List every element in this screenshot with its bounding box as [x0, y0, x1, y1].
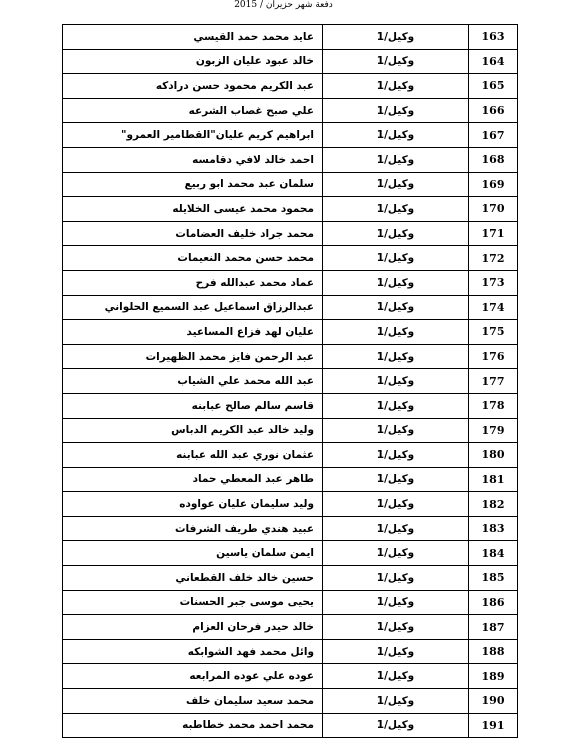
number-cell: 179	[469, 418, 518, 443]
name-cell: احمد خالد لافي دقامسه	[63, 147, 323, 172]
name-cell: قاسم سالم صالح عبابنه	[63, 393, 323, 418]
rank-cell: وكيل/1	[323, 172, 469, 197]
rank-cell: وكيل/1	[323, 443, 469, 468]
name-cell: سلمان عبد محمد ابو ربيع	[63, 172, 323, 197]
number-cell: 182	[469, 492, 518, 517]
number-cell: 173	[469, 270, 518, 295]
name-cell: عوده علي عوده المرابعه	[63, 664, 323, 689]
rank-cell: وكيل/1	[323, 492, 469, 517]
table-row	[63, 369, 518, 394]
number-cell: 178	[469, 393, 518, 418]
table-row	[63, 49, 518, 74]
name-cell: وائل محمد فهد الشوابكه	[63, 639, 323, 664]
name-cell: خالد حيدر فرحان العزام	[63, 615, 323, 640]
number-cell: 185	[469, 566, 518, 591]
table-row	[63, 74, 518, 99]
name-cell: علي صبح غصاب الشرعه	[63, 98, 323, 123]
table-row	[63, 270, 518, 295]
number-cell: 186	[469, 590, 518, 615]
table-row	[63, 689, 518, 714]
number-cell: 170	[469, 197, 518, 222]
number-cell: 172	[469, 246, 518, 271]
rank-cell: وكيل/1	[323, 197, 469, 222]
rank-cell: وكيل/1	[323, 123, 469, 148]
number-cell: 165	[469, 74, 518, 99]
number-cell: 167	[469, 123, 518, 148]
table-row	[63, 98, 518, 123]
name-cell: حسين خالد خلف القطعاني	[63, 566, 323, 591]
table-row	[63, 418, 518, 443]
number-cell: 164	[469, 49, 518, 74]
roster-table	[62, 24, 518, 738]
rank-cell: وكيل/1	[323, 664, 469, 689]
name-cell: عبد الرحمن فايز محمد الظهيرات	[63, 344, 323, 369]
name-cell: عبد الكريم محمود حسن درادكه	[63, 74, 323, 99]
rank-cell: وكيل/1	[323, 689, 469, 714]
rank-cell: وكيل/1	[323, 74, 469, 99]
rank-cell: وكيل/1	[323, 49, 469, 74]
name-cell: عثمان نوري عبد الله عبابنه	[63, 443, 323, 468]
rank-cell: وكيل/1	[323, 320, 469, 345]
name-cell: وليد سليمان عليان عواوده	[63, 492, 323, 517]
name-cell: يحيى موسى جبر الحسنات	[63, 590, 323, 615]
rank-cell: وكيل/1	[323, 221, 469, 246]
number-cell: 187	[469, 615, 518, 640]
table-row	[63, 467, 518, 492]
name-cell: ابراهيم كريم عليان"القطامير العمرو"	[63, 123, 323, 148]
number-cell: 177	[469, 369, 518, 394]
table-row	[63, 566, 518, 591]
name-cell: عماد محمد عبدالله فرح	[63, 270, 323, 295]
table-row	[63, 172, 518, 197]
rank-cell: وكيل/1	[323, 566, 469, 591]
table-row	[63, 197, 518, 222]
name-cell: محمد سعيد سليمان خلف	[63, 689, 323, 714]
table-row	[63, 541, 518, 566]
table-row	[63, 25, 518, 50]
rank-cell: وكيل/1	[323, 270, 469, 295]
number-cell: 180	[469, 443, 518, 468]
rank-cell: وكيل/1	[323, 467, 469, 492]
name-cell: عليان لهد فزاع المساعيد	[63, 320, 323, 345]
rank-cell: وكيل/1	[323, 147, 469, 172]
table-row	[63, 590, 518, 615]
table-row	[63, 147, 518, 172]
table-row	[63, 664, 518, 689]
table-row	[63, 123, 518, 148]
name-cell: ايمن سلمان ياسين	[63, 541, 323, 566]
rank-cell: وكيل/1	[323, 344, 469, 369]
number-cell: 166	[469, 98, 518, 123]
name-cell: عايد محمد حمد القيسي	[63, 25, 323, 50]
name-cell: طاهر عبد المعطي حماد	[63, 467, 323, 492]
name-cell: محمد حسن محمد النعيمات	[63, 246, 323, 271]
rank-cell: وكيل/1	[323, 541, 469, 566]
number-cell: 181	[469, 467, 518, 492]
table-row	[63, 393, 518, 418]
number-cell: 184	[469, 541, 518, 566]
number-cell: 176	[469, 344, 518, 369]
page-title: دفعة شهر حزيران / 2015	[234, 0, 333, 10]
rank-cell: وكيل/1	[323, 590, 469, 615]
number-cell: 189	[469, 664, 518, 689]
number-cell: 169	[469, 172, 518, 197]
name-cell: خالد عبود عليان الزبون	[63, 49, 323, 74]
number-cell: 183	[469, 516, 518, 541]
name-cell: محمد احمد محمد خطاطبه	[63, 713, 323, 738]
name-cell: محمد جراد خليف العضامات	[63, 221, 323, 246]
table-row	[63, 443, 518, 468]
rank-cell: وكيل/1	[323, 369, 469, 394]
name-cell: محمود محمد عيسى الخلايله	[63, 197, 323, 222]
table-row	[63, 615, 518, 640]
number-cell: 174	[469, 295, 518, 320]
rank-cell: وكيل/1	[323, 98, 469, 123]
rank-cell: وكيل/1	[323, 295, 469, 320]
number-cell: 188	[469, 639, 518, 664]
table-row	[63, 639, 518, 664]
table-row	[63, 344, 518, 369]
table-row	[63, 713, 518, 738]
rank-cell: وكيل/1	[323, 25, 469, 50]
table-row	[63, 295, 518, 320]
rank-cell: وكيل/1	[323, 246, 469, 271]
rank-cell: وكيل/1	[323, 418, 469, 443]
rank-cell: وكيل/1	[323, 639, 469, 664]
table-row	[63, 246, 518, 271]
roster-table-body	[63, 25, 518, 738]
rank-cell: وكيل/1	[323, 713, 469, 738]
table-row	[63, 320, 518, 345]
number-cell: 175	[469, 320, 518, 345]
table-row	[63, 516, 518, 541]
name-cell: عبيد هندي طريف الشرفات	[63, 516, 323, 541]
number-cell: 163	[469, 25, 518, 50]
number-cell: 168	[469, 147, 518, 172]
rank-cell: وكيل/1	[323, 516, 469, 541]
rank-cell: وكيل/1	[323, 615, 469, 640]
table-row	[63, 221, 518, 246]
name-cell: عبدالرزاق اسماعيل عبد السميع الحلواني	[63, 295, 323, 320]
name-cell: وليد خالد عبد الكريم الدباس	[63, 418, 323, 443]
table-row	[63, 492, 518, 517]
number-cell: 190	[469, 689, 518, 714]
rank-cell: وكيل/1	[323, 393, 469, 418]
number-cell: 171	[469, 221, 518, 246]
number-cell: 191	[469, 713, 518, 738]
name-cell: عبد الله محمد علي الشياب	[63, 369, 323, 394]
